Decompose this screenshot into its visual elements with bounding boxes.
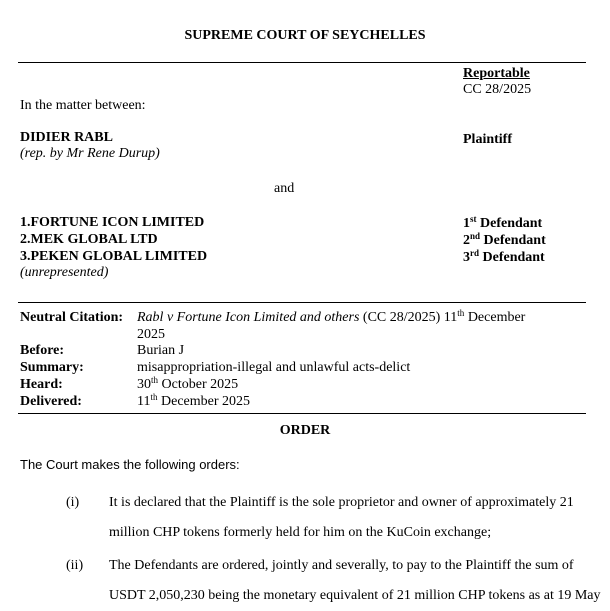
order-item-1 <box>109 488 587 548</box>
and-separator: and <box>274 181 295 196</box>
delivered-label: Delivered: <box>20 394 82 409</box>
plaintiff-role: Plaintiff <box>463 132 512 147</box>
before-label: Before: <box>20 343 65 358</box>
order-item-1-line-1: It is declared that the Plaintiff is the sole proprietor and owner of approximately 21 <box>109 495 574 510</box>
defendant-3-name: 3.PEKEN GLOBAL LIMITED <box>20 249 208 264</box>
neutral-citation-year: 2025 <box>137 327 165 342</box>
delivered-value: 11th December 2025 <box>137 392 251 409</box>
order-item-1-line-2: million CHP tokens formerly held for him on the KuCoin exchange; <box>109 525 492 540</box>
citation-top-rule <box>18 302 586 303</box>
defendant-1-role: 1st Defendant <box>463 214 543 231</box>
defendant-2-role: 2nd Defendant <box>463 231 546 248</box>
summary-label: Summary: <box>20 360 84 375</box>
defendants-representation: (unrepresented) <box>20 265 109 280</box>
order-item-2-number: (ii) <box>66 558 84 573</box>
defendant-3-role: 3rd Defendant <box>463 248 545 265</box>
reportable-label: Reportable <box>463 66 530 81</box>
order-title: ORDER <box>279 423 331 438</box>
order-item-2-line-2: USDT 2,050,230 being the monetary equivalent of 21 million CHP tokens as at 19 May <box>109 588 601 603</box>
defendant-2-name: 2.MEK GLOBAL LTD <box>20 232 158 247</box>
order-item-1-number: (i) <box>66 495 80 510</box>
court-title: SUPREME COURT OF SEYCHELLES <box>184 28 426 43</box>
plaintiff-name: DIDIER RABL <box>20 130 113 145</box>
heard-label: Heard: <box>20 377 63 392</box>
plaintiff-representation: (rep. by Mr Rene Durup) <box>20 146 160 161</box>
order-item-2-line-1: The Defendants are ordered, jointly and severally, to pay to the Plaintiff the sum of <box>109 558 574 573</box>
before-value: Burian J <box>137 343 185 358</box>
defendant-1-name: 1.FORTUNE ICON LIMITED <box>20 215 205 230</box>
neutral-citation-value: Rabl v Fortune Icon Limited and others (CC 28/2025) 11th December <box>137 308 526 325</box>
top-rule <box>18 62 586 63</box>
order-item-2 <box>109 551 601 611</box>
order-intro: The Court makes the following orders: <box>20 457 240 472</box>
summary-value: misappropriation-illegal and unlawful acts-delict <box>137 360 411 375</box>
neutral-citation-label: Neutral Citation: <box>20 310 124 325</box>
heard-value: 30th October 2025 <box>137 375 239 392</box>
matter-between: In the matter between: <box>20 98 146 113</box>
case-number: CC 28/2025 <box>463 82 532 97</box>
citation-bottom-rule <box>18 413 586 414</box>
